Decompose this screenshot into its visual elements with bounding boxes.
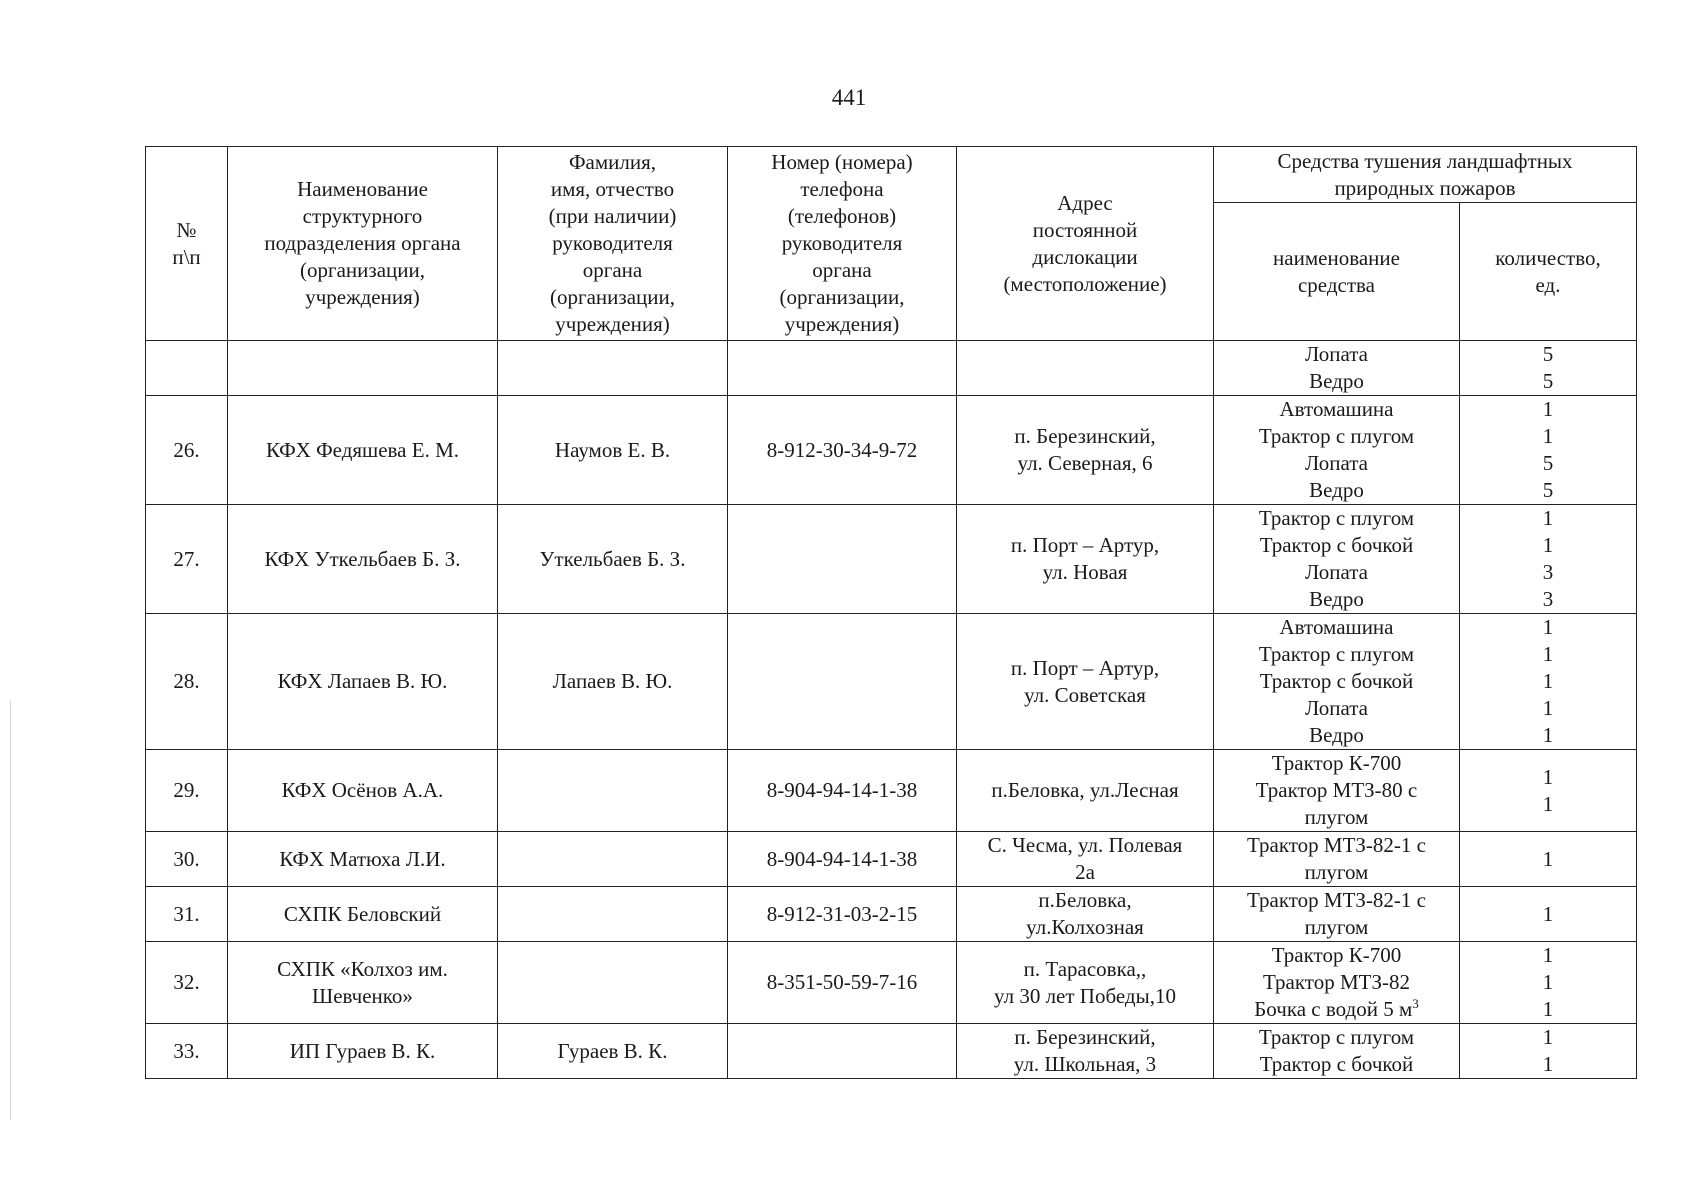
cell-phone — [728, 1024, 957, 1079]
header-num-line: № — [176, 217, 197, 242]
cell-means-qty — [1460, 505, 1637, 614]
header-phone-line: (телефонов) — [787, 204, 897, 228]
header-phone-line: (организации, — [779, 285, 905, 309]
means-item: Трактор с плугом — [1258, 1025, 1415, 1049]
means-qty: 3 — [1542, 587, 1554, 611]
cell-num — [146, 887, 228, 942]
means-item: плугом — [1304, 915, 1369, 939]
means-qty: 1 — [1542, 1052, 1554, 1076]
cell-num-line: 32. — [173, 970, 200, 994]
header-head-line: имя, отчество — [550, 177, 675, 201]
cell-means-qty — [1460, 942, 1637, 1024]
header-unit-line: структурного — [302, 204, 423, 228]
cell-num-line: 27. — [173, 546, 200, 571]
cell-unit-line: КФХ Матюха Л.И. — [279, 846, 446, 871]
cell-means-name — [1214, 750, 1460, 832]
cell-phone — [728, 341, 957, 396]
table-row — [146, 1024, 1637, 1079]
cell-unit — [228, 1024, 498, 1079]
means-qty: 1 — [1542, 424, 1554, 448]
cell-num-line: 33. — [173, 1038, 200, 1063]
means-item: плугом — [1304, 805, 1369, 829]
page-number: 441 — [831, 85, 867, 110]
cell-means-qty — [1460, 750, 1637, 832]
header-means-group-line: природных пожаров — [1334, 175, 1516, 200]
means-qty: 1 — [1542, 669, 1554, 693]
means-item: Лопата — [1305, 342, 1368, 366]
header-address-line: (местоположение) — [1003, 271, 1167, 296]
means-qty: 1 — [1542, 970, 1554, 994]
means-qty: 1 — [1542, 901, 1554, 926]
table-row — [146, 341, 1637, 396]
header-phone — [728, 147, 957, 341]
table-header — [146, 147, 1637, 341]
cell-unit — [228, 396, 498, 505]
cell-means-name — [1214, 396, 1460, 505]
header-head — [498, 147, 728, 341]
cell-head — [498, 1024, 728, 1079]
means-item: Трактор с плугом — [1258, 424, 1415, 448]
header-means-name — [1214, 203, 1460, 341]
header-means-qty-line: ед. — [1535, 272, 1561, 297]
means-qty: 1 — [1542, 642, 1554, 666]
cell-unit — [228, 614, 498, 750]
cell-head-line: Гураев В. К. — [557, 1038, 668, 1063]
cell-unit-line: Шевченко» — [312, 983, 413, 1008]
cell-unit-line: КФХ Осёнов А.А. — [281, 778, 444, 802]
cell-unit-line: СХПК Беловский — [283, 901, 442, 926]
cell-address-line: п. Березинский, — [1014, 1025, 1156, 1049]
cell-means-qty — [1460, 396, 1637, 505]
means-qty: 1 — [1542, 791, 1554, 816]
cell-unit — [228, 832, 498, 887]
cell-means-name — [1214, 614, 1460, 750]
cell-unit-line: ИП Гураев В. К. — [289, 1038, 436, 1063]
means-qty: 1 — [1542, 943, 1554, 967]
means-item: Ведро — [1309, 369, 1364, 393]
cell-address-line: п.Беловка, ул.Лесная — [991, 778, 1179, 802]
cell-phone-line: 8-904-94-14-1-38 — [766, 846, 918, 871]
header-unit-line: (организации, — [300, 258, 425, 282]
header-num-line: п\п — [172, 244, 201, 269]
cell-means-name — [1214, 1024, 1460, 1079]
cell-unit — [228, 341, 498, 396]
means-item: Трактор с плугом — [1258, 642, 1415, 666]
cell-num-line: 26. — [173, 437, 200, 462]
cell-address-line: ул. Северная, 6 — [1017, 451, 1153, 475]
means-item: Ведро — [1309, 478, 1364, 502]
means-item: Трактор с бочкой — [1259, 1052, 1414, 1076]
cell-address-line: п. Тарасовка,, — [1023, 956, 1147, 981]
cell-unit-line: КФХ Лапаев В. Ю. — [277, 669, 448, 693]
means-item: Автомашина — [1279, 397, 1394, 421]
cell-head — [498, 614, 728, 750]
cell-phone-line: 8-912-30-34-9-72 — [766, 437, 918, 462]
header-phone-line: органа — [812, 258, 872, 282]
cell-phone — [728, 750, 957, 832]
means-item: Трактор К-700 — [1271, 943, 1402, 967]
table-row — [146, 614, 1637, 750]
means-item: Трактор с плугом — [1258, 506, 1415, 530]
cell-num — [146, 832, 228, 887]
unit-superscript: 3 — [1412, 996, 1419, 1011]
cell-head — [498, 505, 728, 614]
cell-address-line: 2а — [1075, 860, 1095, 884]
header-means-qty-line: количество, — [1495, 245, 1601, 270]
cell-head — [498, 341, 728, 396]
cell-address-line: ул.Колхозная — [1026, 915, 1144, 939]
header-phone-line: Номер (номера) — [771, 150, 913, 174]
means-item: Ведро — [1309, 587, 1364, 611]
means-item: Трактор с бочкой — [1259, 533, 1414, 557]
fire-equipment-table — [145, 146, 1637, 1079]
cell-head-line: Лапаев В. Ю. — [552, 669, 673, 693]
means-item: Бочка с водой 5 $м^3$ — [1254, 996, 1419, 1021]
cell-head-line: Уткельбаев Б. З. — [539, 546, 686, 571]
cell-means-qty — [1460, 341, 1637, 396]
header-means-name-line: наименование — [1273, 245, 1400, 270]
table-row — [146, 832, 1637, 887]
cell-address-line: ул. Школьная, 3 — [1013, 1052, 1157, 1076]
header-means-name-line: средства — [1297, 272, 1375, 297]
header-unit-line: учреждения) — [305, 285, 420, 309]
cell-address — [957, 832, 1214, 887]
cell-address — [957, 396, 1214, 505]
means-qty: 1 — [1542, 1025, 1554, 1049]
cell-num-line: 31. — [173, 901, 200, 926]
cell-unit — [228, 942, 498, 1024]
cell-num — [146, 396, 228, 505]
means-item: Лопата — [1305, 560, 1368, 584]
cell-address-line: п.Беловка, — [1038, 888, 1132, 912]
cell-phone-line: 8-904-94-14-1-38 — [766, 778, 918, 802]
header-phone-line: учреждения) — [784, 312, 900, 336]
cell-phone — [728, 832, 957, 887]
means-item: Трактор с бочкой — [1259, 669, 1414, 693]
cell-address — [957, 341, 1214, 396]
header-phone-line: телефона — [800, 177, 884, 201]
cell-address-line: ул. Новая — [1042, 560, 1128, 584]
cell-num-line: 30. — [173, 846, 200, 871]
cell-unit — [228, 887, 498, 942]
means-qty: 1 — [1542, 397, 1554, 421]
cell-head — [498, 832, 728, 887]
means-qty: 1 — [1542, 696, 1554, 720]
cell-address-line: п. Порт – Артур, — [1010, 655, 1160, 680]
table-row — [146, 750, 1637, 832]
means-item: Лопата — [1305, 696, 1368, 720]
header-phone-line: руководителя — [781, 231, 903, 255]
cell-address — [957, 505, 1214, 614]
cell-means-name — [1214, 341, 1460, 396]
header-means-qty — [1460, 203, 1637, 341]
cell-num — [146, 942, 228, 1024]
cell-address — [957, 942, 1214, 1024]
cell-head — [498, 887, 728, 942]
cell-address — [957, 750, 1214, 832]
means-qty: 1 — [1542, 615, 1554, 639]
cell-phone-line: 8-912-31-03-2-15 — [766, 901, 918, 926]
means-qty: 1 — [1542, 764, 1554, 789]
margin-line — [10, 700, 11, 1120]
header-means-group — [1214, 147, 1637, 203]
means-item: Трактор МТЗ-82-1 с — [1246, 888, 1426, 912]
header-num — [146, 147, 228, 341]
header-address-line: Адрес — [1057, 190, 1113, 215]
cell-address-line: ул 30 лет Победы,10 — [994, 983, 1176, 1008]
cell-phone — [728, 396, 957, 505]
cell-means-qty — [1460, 614, 1637, 750]
means-item: Автомашина — [1279, 615, 1394, 639]
cell-address-line: С. Чесма, ул. Полевая — [987, 833, 1183, 857]
means-item: Ведро — [1309, 723, 1364, 747]
cell-means-qty — [1460, 1024, 1637, 1079]
cell-means-qty — [1460, 887, 1637, 942]
means-qty: 5 — [1542, 369, 1554, 393]
cell-num-line: 29. — [173, 778, 200, 802]
header-address-line: дислокации — [1032, 244, 1138, 269]
means-qty: 1 — [1542, 997, 1554, 1021]
header-head-line: (организации, — [550, 285, 675, 309]
header-unit-line: подразделения органа — [264, 231, 461, 255]
means-qty: 5 — [1542, 451, 1554, 475]
header-unit-line: Наименование — [297, 177, 428, 201]
cell-address-line: ул. Советская — [1024, 682, 1146, 707]
means-qty: 5 — [1542, 478, 1554, 502]
cell-num — [146, 750, 228, 832]
cell-means-name — [1214, 832, 1460, 887]
cell-head-line: Наумов Е. В. — [554, 437, 671, 462]
cell-unit — [228, 505, 498, 614]
cell-head — [498, 396, 728, 505]
header-head-line: органа — [582, 258, 643, 282]
cell-num — [146, 1024, 228, 1079]
table-row — [146, 942, 1637, 1024]
cell-address — [957, 887, 1214, 942]
means-qty: 1 — [1542, 723, 1554, 747]
cell-head — [498, 942, 728, 1024]
header-address — [957, 147, 1214, 341]
cell-num — [146, 341, 228, 396]
means-item: Трактор МТЗ-82 — [1263, 970, 1410, 994]
header-head-line: (при наличии) — [548, 204, 677, 228]
header-head-line: учреждения) — [555, 312, 670, 336]
cell-phone — [728, 614, 957, 750]
cell-phone — [728, 505, 957, 614]
cell-num — [146, 505, 228, 614]
cell-means-name — [1214, 887, 1460, 942]
means-item: Трактор МТЗ-80 с — [1255, 778, 1418, 802]
cell-address-line: п. Порт – Артур, — [1010, 533, 1160, 557]
cell-unit-line: КФХ Федяшева Е. М. — [265, 437, 460, 462]
header-address-line: постоянной — [1032, 217, 1138, 242]
cell-means-name — [1214, 505, 1460, 614]
cell-head — [498, 750, 728, 832]
table-body — [146, 341, 1637, 1079]
means-item: Трактор МТЗ-82-1 с — [1246, 833, 1426, 857]
header-head-line: руководителя — [552, 231, 673, 255]
means-qty: 3 — [1542, 560, 1554, 584]
means-qty: 1 — [1542, 506, 1554, 530]
cell-phone — [728, 942, 957, 1024]
header-unit — [228, 147, 498, 341]
means-qty: 5 — [1542, 342, 1554, 366]
cell-unit-line: СХПК «Колхоз им. — [277, 956, 448, 981]
cell-num — [146, 614, 228, 750]
header-means-group-line: Средства тушения ландшафтных — [1277, 148, 1573, 173]
table-row — [146, 505, 1637, 614]
cell-unit — [228, 750, 498, 832]
means-item: Лопата — [1305, 451, 1368, 475]
means-item: плугом — [1304, 860, 1369, 884]
cell-unit-line: КФХ Уткельбаев Б. З. — [264, 546, 461, 571]
cell-address — [957, 1024, 1214, 1079]
header-head-line: Фамилия, — [568, 150, 657, 174]
table-row — [146, 887, 1637, 942]
cell-address — [957, 614, 1214, 750]
cell-num-line: 28. — [173, 669, 200, 693]
table-row — [146, 396, 1637, 505]
means-item: Трактор К-700 — [1271, 751, 1402, 775]
cell-means-name — [1214, 942, 1460, 1024]
cell-address-line: п. Березинский, — [1014, 424, 1156, 448]
cell-means-qty — [1460, 832, 1637, 887]
cell-phone-line: 8-351-50-59-7-16 — [766, 970, 918, 994]
means-qty: 1 — [1542, 533, 1554, 557]
cell-phone — [728, 887, 957, 942]
means-qty: 1 — [1542, 846, 1554, 871]
